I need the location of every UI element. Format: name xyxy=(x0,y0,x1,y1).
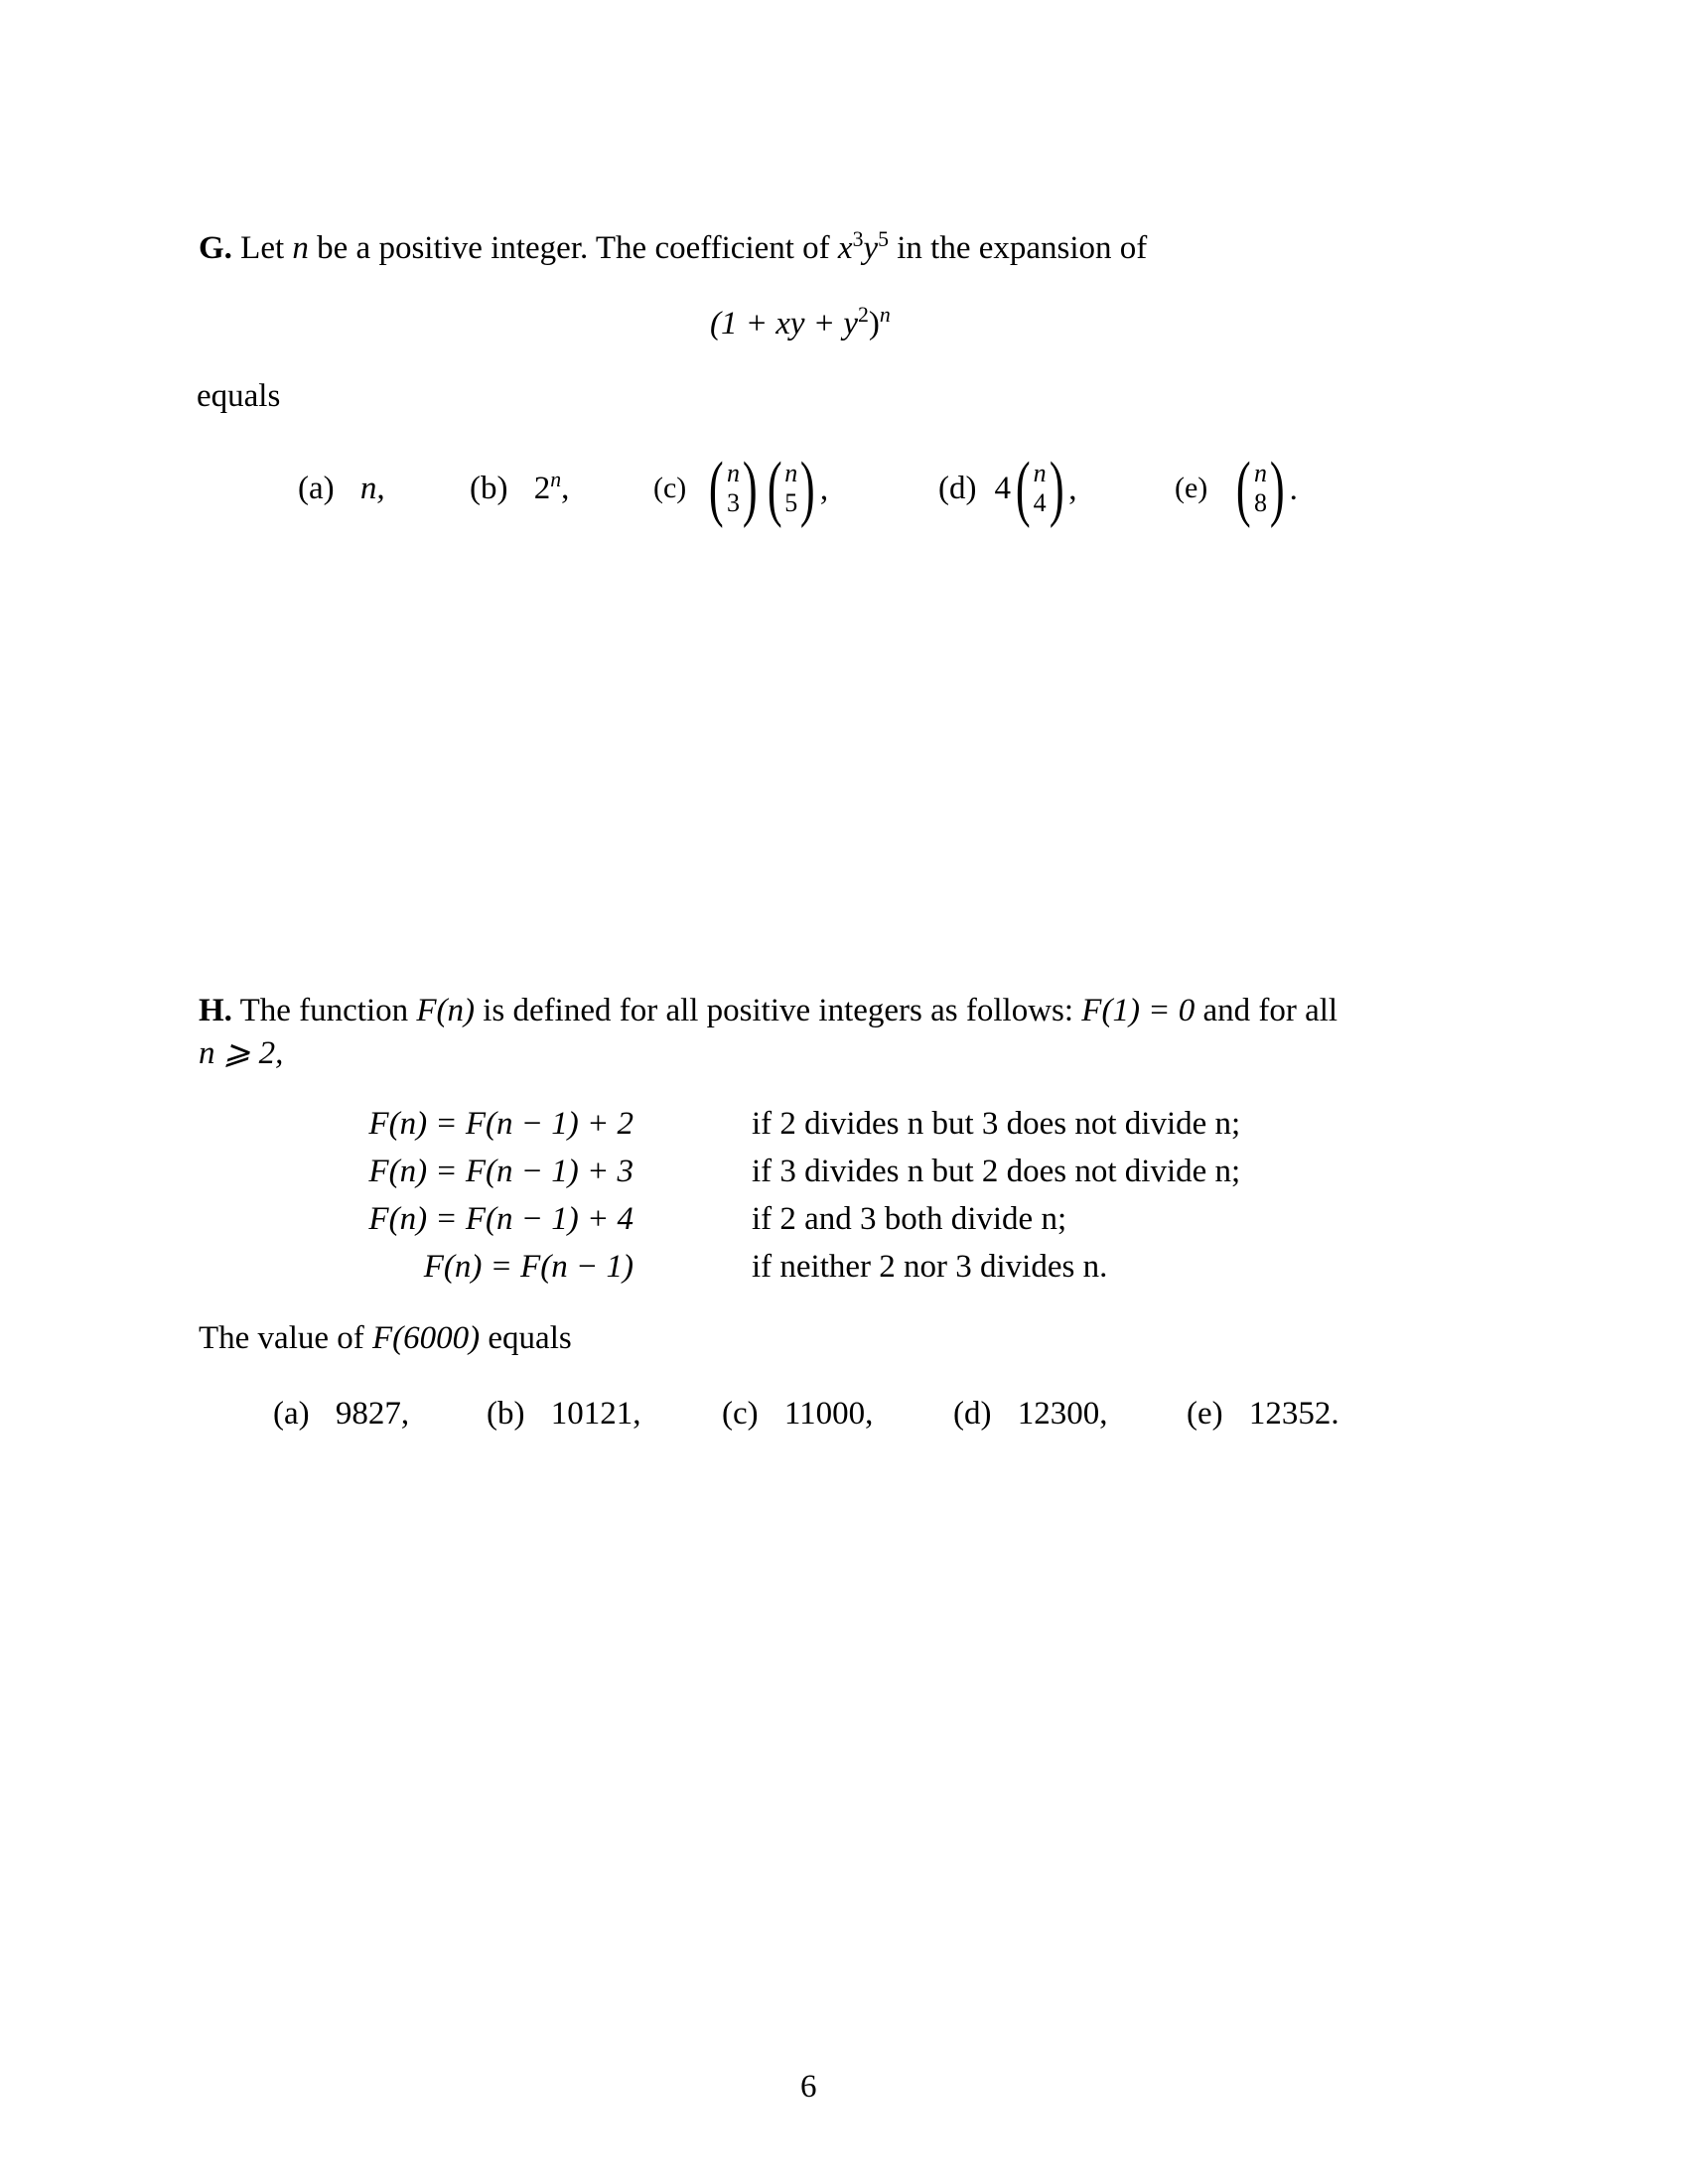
problem-g-equals: equals xyxy=(197,378,281,414)
problem-g-statement xyxy=(199,227,1148,267)
problem-g-option-c[interactable]: (c) ( n 3 ) ( n 5 ) , xyxy=(653,448,829,529)
case-row xyxy=(0,1148,1688,1195)
base-case: F(1) = 0 xyxy=(1081,993,1196,1028)
case-condition: if 2 and 3 both divide n; xyxy=(752,1201,1067,1237)
option-b-label: (b) xyxy=(470,471,508,506)
problem-h-option-e[interactable]: (e) 12352. xyxy=(1187,1396,1339,1432)
problem-g-term-x: $x^3y^5$ xyxy=(837,227,890,266)
case-equation: F(n) = F(n − 1) + 2 xyxy=(368,1106,633,1142)
binomial-n-5: ( n 5 ) xyxy=(767,448,815,529)
problem-h-option-c[interactable]: (c) 11000, xyxy=(722,1396,874,1432)
case-equation: F(n) = F(n − 1) + 4 xyxy=(368,1201,633,1237)
case-row xyxy=(0,1100,1688,1148)
problem-g-option-e[interactable]: (e) ( n 8 ) . xyxy=(1175,448,1298,529)
problem-g-option-d[interactable]: (d) 4 ( n 4 ) , xyxy=(938,448,1077,529)
case-condition: if 3 divides n but 2 does not divide n; xyxy=(752,1154,1241,1189)
binomial-n-4: ( n 4 ) xyxy=(1015,448,1064,529)
case-row xyxy=(0,1243,1688,1291)
binomial-n-3: ( n 3 ) xyxy=(709,448,758,529)
option-b-value: 2$^n$, xyxy=(533,468,570,506)
case-row xyxy=(0,1195,1688,1243)
problem-g-expression: (1 + xy + $y^2)^n$ xyxy=(710,303,891,341)
problem-g-text-2: be a positive integer. The coefficient of xyxy=(317,230,830,266)
option-c-label: (c) xyxy=(653,472,687,504)
problem-g-label: G. xyxy=(199,230,232,266)
option-a-label: (a) xyxy=(298,471,335,506)
problem-h-statement-line2: n ⩾ 2, xyxy=(199,1035,284,1071)
problem-g-option-a[interactable] xyxy=(298,471,385,507)
binomial-n-8: ( n 8 ) xyxy=(1236,448,1285,529)
problem-g-text-3: in the expansion of xyxy=(897,230,1148,266)
problem-h-question: The value of F(6000) equals xyxy=(199,1320,572,1356)
option-a-value: n, xyxy=(359,471,385,506)
function-f-n: F(n) xyxy=(416,993,475,1028)
problem-h-statement: H. The function F(n) is defined for all positive integers as follows: F(1) = 0 and for all xyxy=(199,993,1338,1028)
case-equation: F(n) = F(n − 1) + 3 xyxy=(368,1154,633,1189)
problem-g-text-1: Let xyxy=(240,230,285,266)
page-number: 6 xyxy=(800,2069,817,2105)
option-d-label: (d) xyxy=(938,470,977,506)
problem-g-option-b[interactable] xyxy=(470,468,570,507)
case-condition: if 2 divides n but 3 does not divide n; xyxy=(752,1106,1241,1142)
problem-g-var-n: n xyxy=(292,230,309,266)
problem-h-option-b[interactable]: (b) 10121, xyxy=(487,1396,641,1432)
option-e-label: (e) xyxy=(1175,472,1208,504)
case-equation: F(n) = F(n − 1) xyxy=(423,1249,633,1285)
problem-h-option-a[interactable]: (a) 9827, xyxy=(273,1396,410,1432)
problem-h-option-d[interactable]: (d) 12300, xyxy=(953,1396,1108,1432)
case-condition: if neither 2 nor 3 divides n. xyxy=(752,1249,1108,1285)
problem-h-label: H. xyxy=(199,993,232,1028)
